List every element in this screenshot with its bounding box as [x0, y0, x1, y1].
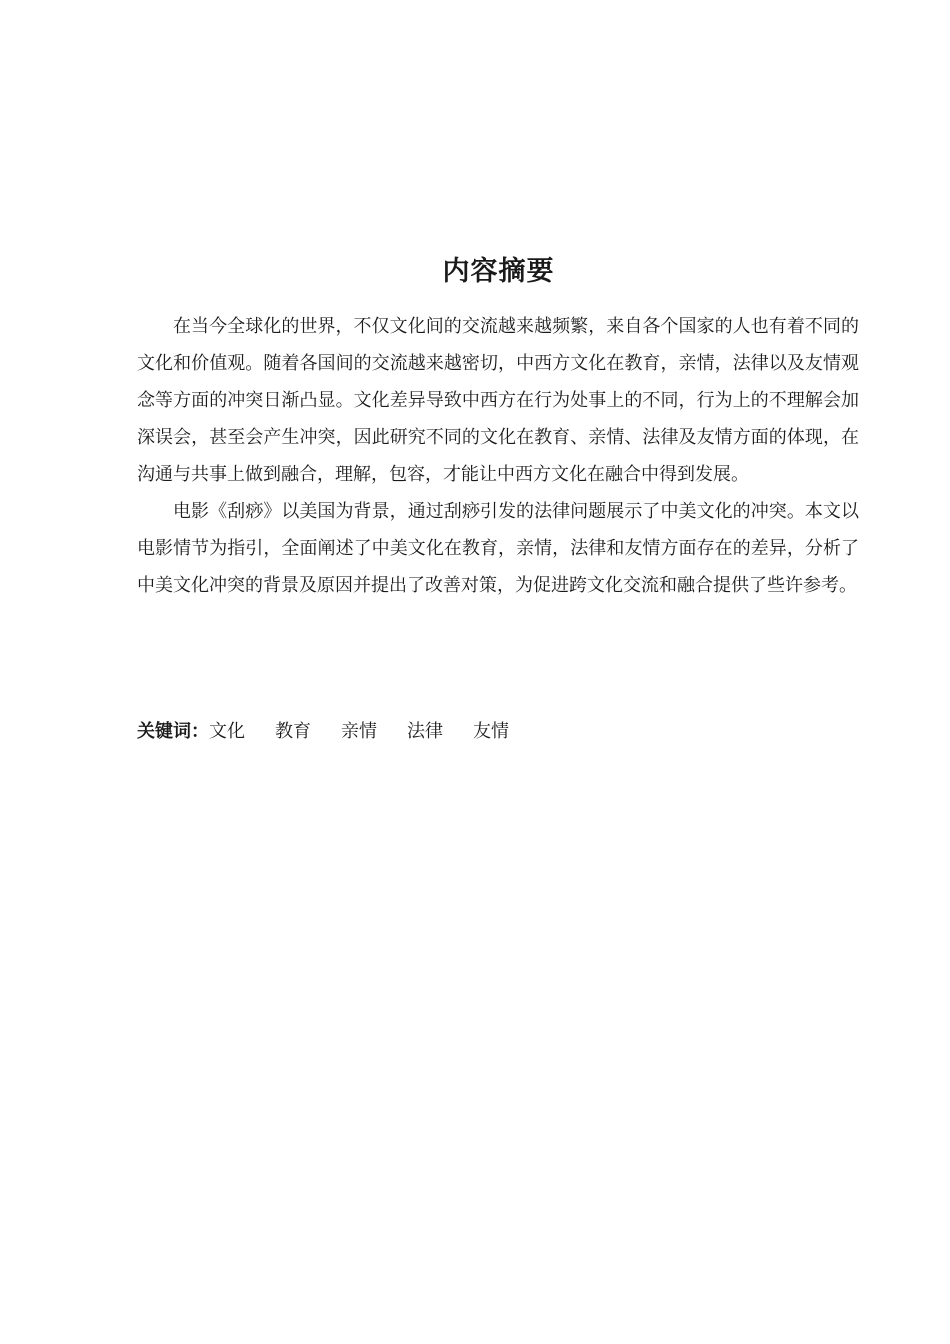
page-title: 内容摘要 — [442, 256, 555, 287]
keyword-item: 教育 — [275, 721, 311, 742]
abstract-paragraph-1: 在当今全球化的世界，不仅文化间的交流越来越频繁，来自各个国家的人也有着不同的文化和价值观。随着各国间的交流越来越密切，中西方文化在教育，亲情，法律以及友情观念等方面的冲突日渐凸显。文化差异导致中西方在行为处事上的不同，行为上的不理解会加深误会，甚至会产生冲突，因此研究不同的文化在教育、亲情、法律及友情方面的体现，在沟通与共事上做到融合，理解，包容，才能让中西方文化在融合中得到发展。 — [137, 316, 859, 485]
keyword-item: 友情 — [473, 721, 509, 742]
abstract-body — [137, 308, 859, 604]
keyword-item: 法律 — [407, 721, 443, 742]
keywords-line — [137, 713, 539, 750]
keyword-item: 亲情 — [341, 721, 377, 742]
keyword-item: 文化 — [209, 721, 245, 742]
keywords-label: 关键词： — [137, 721, 209, 742]
abstract-paragraph-2: 电影《刮痧》以美国为背景，通过刮痧引发的法律问题展示了中美文化的冲突。本文以电影情节为指引，全面阐述了中美文化在教育，亲情，法律和友情方面存在的差异，分析了中美文化冲突的背景及原因并提出了改善对策，为促进跨文化交流和融合提供了些许参考。 — [137, 501, 859, 596]
